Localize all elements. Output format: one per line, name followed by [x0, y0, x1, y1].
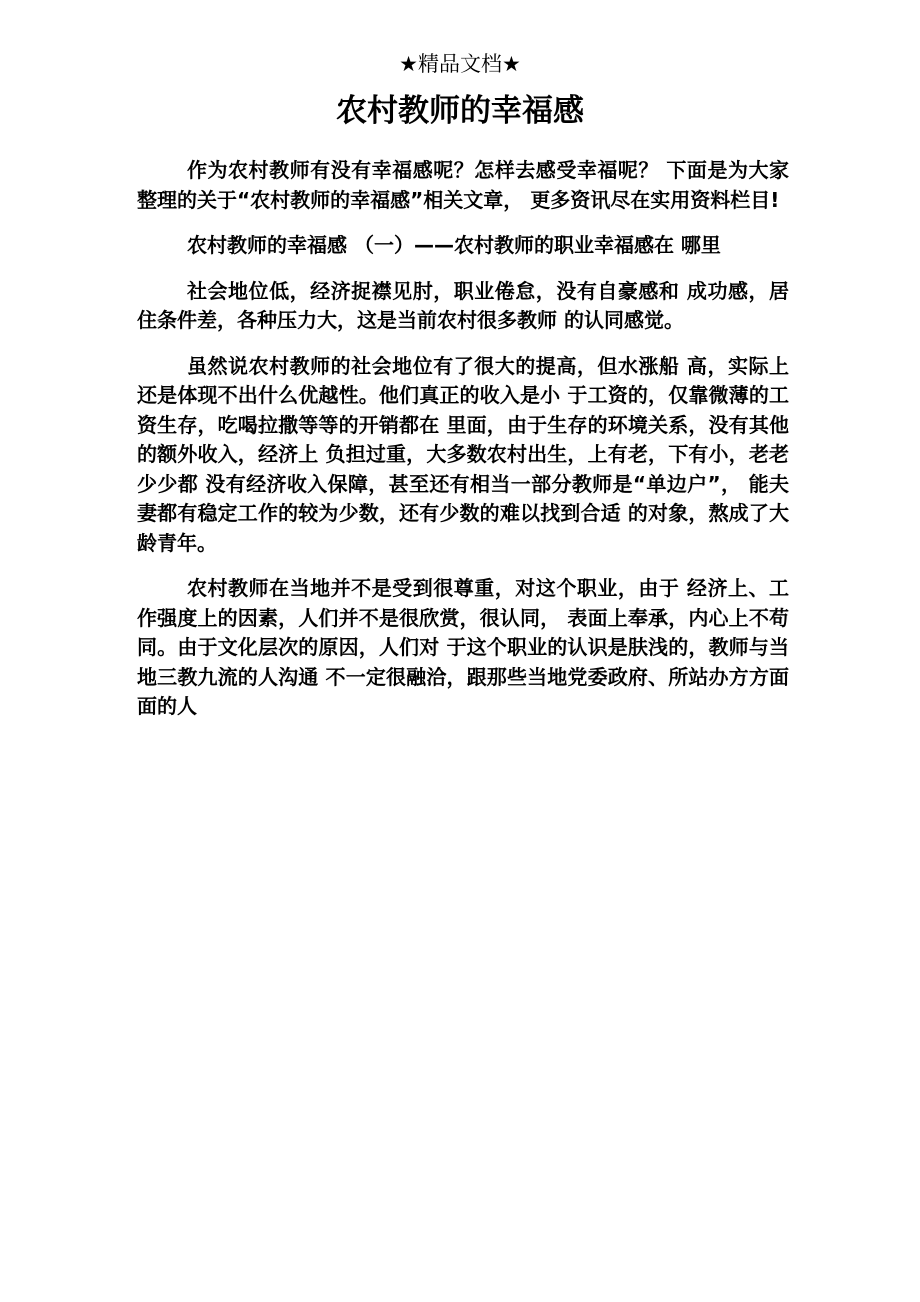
section-heading: 农村教师的幸福感 （一）——农村教师的职业幸福感在 哪里 — [187, 233, 721, 257]
paragraph: 虽然说农村教师的社会地位有了很大的提高，但水涨船 高，实际上还是体现不出什么优越性。他们真正的收入是小 于工资的，仅靠微薄的工资生存，吃喝拉撒等等的开销都在 里面，由于生存的环境关系，没有其他的额外收入，经济上 负担过重，大多数农村出生，上有老，下有小，老老少少都 没有经济收入保障，甚至还有相当一部分教师是“单边户”， 能夫妻都有稳定工作的较为少数，还有少数的难以找到合适 的对象，熬成了大龄青年。 — [137, 353, 789, 555]
paragraph: 社会地位低，经济捉襟见肘，职业倦怠，没有自豪感和 成功感，居住条件差，各种压力大，这是当前农村很多教师 的认同感觉。 — [137, 278, 789, 332]
paragraph-intro: 作为农村教师有没有幸福感呢？怎样去感受幸福呢？ 下面是为大家整理的关于“农村教师的幸福感”相关文章， 更多资讯尽在实用资料栏目! — [137, 158, 789, 212]
paragraph: 农村教师在当地并不是受到很尊重，对这个职业，由于 经济上、工作强度上的因素，人们并不是很欣赏，很认同， 表面上奉承，内心上不苟同。由于文化层次的原因，人们对 于这个职业的认识是肤浅的，教师与当地三教九流的人沟通 不一定很融洽，跟那些当地党委政府、所站办方方面面的人 — [137, 576, 789, 718]
page-title: 农村教师的幸福感 — [336, 93, 584, 129]
article-body — [137, 156, 789, 738]
header-mark: ★精品文档★ — [399, 52, 521, 76]
